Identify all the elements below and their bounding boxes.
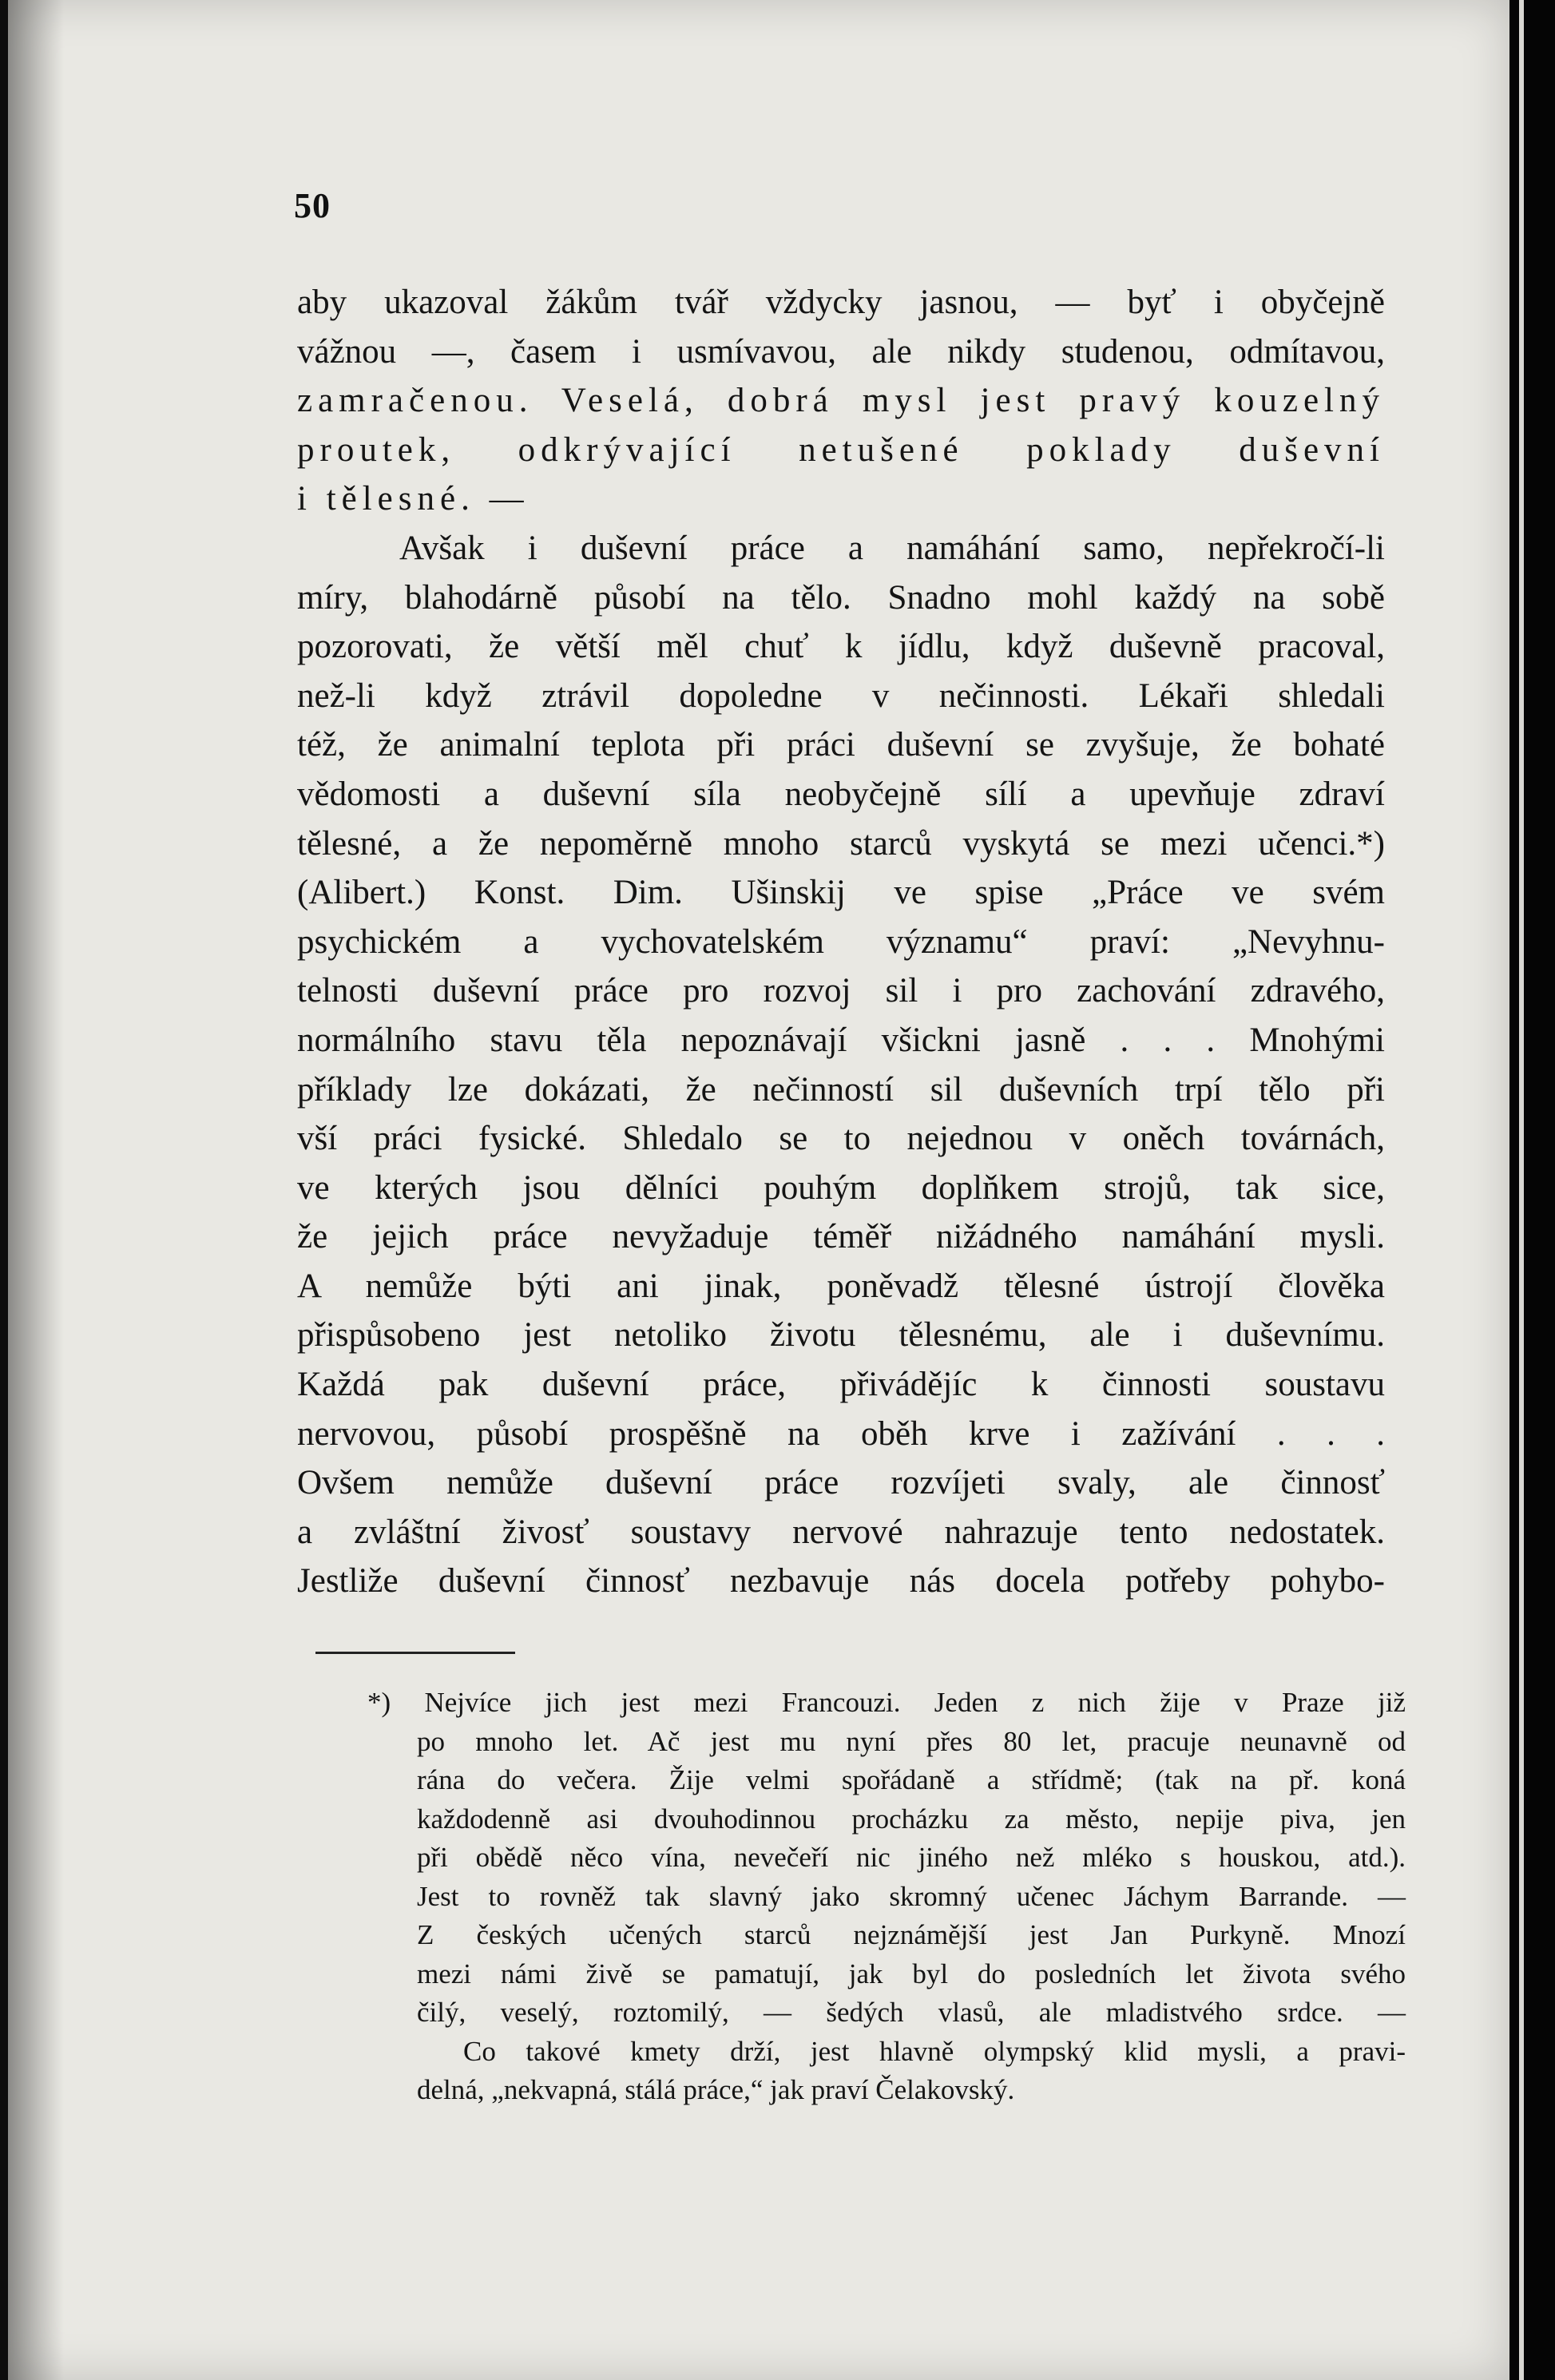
- footnote-line: mezi námi živě se pamatují, jak byl do posledních let života svého: [417, 1958, 1406, 1989]
- text-line: Avšak i duševní práce a namáhání samo, nepřekročí-li: [399, 529, 1385, 567]
- footnote-line: delná, „nekvapná, stálá práce,“ jak praví Čelakovský.: [417, 2074, 1015, 2105]
- text-line: Jestliže duševní činnosť nezbavuje nás docela potřeby pohybo-: [297, 1562, 1385, 1601]
- text-line: tělesné, a že nepoměrně mnoho starců vyskytá se mezi učenci.*): [297, 824, 1385, 863]
- text-line: nervovou, působí prospěšně na oběh krve i zažívání . . .: [297, 1414, 1385, 1453]
- footnote-line: *) Nejvíce jich jest mezi Francouzi. Jeden z nich žije v Praze již: [367, 1687, 1406, 1718]
- footnote-line: Co takové kmety drží, jest hlavně olympský klid mysli, a pravi-: [463, 2035, 1406, 2067]
- text-line: normálního stavu těla nepoznávají všickni jasně . . . Mnohými: [297, 1021, 1385, 1059]
- text-line: Každá pak duševní práce, přivádějíc k činnosti soustavu: [297, 1366, 1385, 1404]
- text-line: Ovšem nemůže duševní práce rozvíjeti svaly, ale činnosť: [297, 1464, 1385, 1502]
- footnote: [367, 1684, 1406, 2110]
- text-line: vší práci fysické. Shledalo se to nejednou v oněch továrnách,: [297, 1120, 1385, 1158]
- footnote-line: po mnoho let. Ač jest mu nyní přes 80 let, pracuje neunavně od: [417, 1725, 1406, 1757]
- text-line: A nemůže býti ani jinak, poněvadž tělesné ústrojí člověka: [297, 1267, 1385, 1305]
- text-line: zamračenou. Veselá, dobrá mysl jest pravý kouzelný: [297, 382, 1385, 420]
- book-page: [8, 0, 1509, 2380]
- text-line: proutek, odkrývající netušené poklady duševní: [297, 430, 1385, 469]
- text-line: též, že animalní teplota při práci duševní se zvyšuje, že bohaté: [297, 726, 1385, 764]
- scan-border-line: [1519, 0, 1524, 2380]
- footnote-line: Jest to rovněž tak slavný jako skromný učenec Jáchym Barrande. —: [417, 1880, 1406, 1912]
- text-line: a zvláštní živosť soustavy nervové nahrazuje tento nedostatek.: [297, 1513, 1385, 1551]
- text-line: vážnou —, časem i usmívavou, ale nikdy studenou, odmítavou,: [297, 332, 1385, 371]
- text-line: psychickém a vychovatelském významu“ praví: „Nevyhnu-: [297, 922, 1385, 961]
- main-text: [297, 278, 1385, 1606]
- text-line: ve kterých jsou dělníci pouhým doplňkem strojů, tak sice,: [297, 1168, 1385, 1207]
- text-line: přispůsobeno jest netoliko životu tělesnému, ale i duševnímu.: [297, 1316, 1385, 1355]
- text-line: vědomosti a duševní síla neobyčejně sílí a upevňuje zdraví: [297, 775, 1385, 813]
- text-line: míry, blahodárně působí na tělo. Snadno mohl každý na sobě: [297, 578, 1385, 617]
- text-line: než-li když ztrávil dopoledne v nečinnosti. Lékaři shledali: [297, 676, 1385, 715]
- footnote-line: rána do večera. Žije velmi spořádaně a střídmě; (tak na př. koná: [417, 1764, 1406, 1795]
- footnote-line: každodenně asi dvouhodinnou procházku za město, nepije piva, jen: [417, 1803, 1406, 1835]
- text-line: aby ukazoval žákům tvář vždycky jasnou, — byť i obyčejně: [297, 284, 1385, 321]
- text-line: příklady lze dokázati, že nečinností sil duševních trpí tělo při: [297, 1070, 1385, 1109]
- page-number: 50: [294, 186, 331, 225]
- footnote-divider: [315, 1652, 515, 1654]
- scan-border: [1509, 0, 1555, 2380]
- spine-shadow: [8, 0, 64, 2380]
- text-line: (Alibert.) Konst. Dim. Ušinskij ve spise „Práce ve svém: [297, 874, 1385, 912]
- footnote-line: při obědě něco vína, nevečeří nic jiného než mléko s houskou, atd.).: [417, 1842, 1406, 1873]
- text-line: že jejich práce nevyžaduje téměř nižádného namáhání mysli.: [297, 1218, 1385, 1256]
- text-line: pozorovati, že větší měl chuť k jídlu, když duševně pracoval,: [297, 628, 1385, 666]
- text-line: telnosti duševní práce pro rozvoj sil i pro zachování zdravého,: [297, 972, 1385, 1010]
- text-line: i tělesné. —: [297, 480, 530, 518]
- footnote-line: čilý, veselý, roztomilý, — šedých vlasů, ale mladistvého srdce. —: [417, 1997, 1406, 2028]
- footnote-line: Z českých učených starců nejznámější jest Jan Purkyně. Mnozí: [417, 1919, 1406, 1950]
